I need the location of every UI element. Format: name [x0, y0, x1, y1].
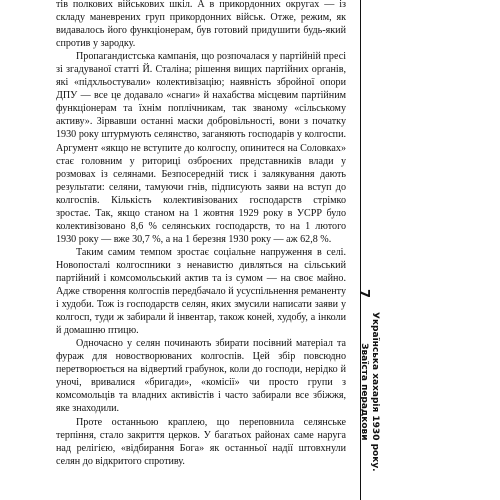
chapter-title-line-1: Українська хахарія 1930 року.	[370, 312, 380, 472]
chapter-title-line-2: Зваїста перадкови	[359, 343, 369, 441]
paragraph-4: Одночасно у селян починають збирати посівний матеріал та фураж для новостворюваних колгоспів. Цей збір повсюдно перетворюється на відвертий грабунок, коли до господи, нерідко й уночі, вривалися «бригади», «комісії» чи просто групи з комсомольців та владних активістів і часто забирали все збіжжя, яке знаходили.	[56, 338, 346, 415]
chapter-title-vertical	[358, 312, 380, 472]
paragraph-2: Пропагандистська кампанія, що розпочалася у партійній пресі зі згадуваної статті Й. Сталіна; рішення вищих партійних органів, які «підхльостували» колективізацію; наявність збройної опори ДПУ — все це додавало «снаги» й нахабства місцевим партійним функціонерам та їхнім поплічникам, так званому «сільському активу». Зірвавши останні маски добровільності, вони з початку 1930 року штурмують селянство, заганяють господарів у колгоспи. Аргумент «якщо не вступите до колгоспу, опинитеся на Соловках» стає головним у риториці озброєних представників влади у розмовах із селянами. Безпосередній тиск і залякування дають результати: селяни, тамуючи гнів, підписують заяви на вступ до колгоспів. Кількість колективізованих господарств стрімко зростає. Так, якщо станом на 1 жовтня 1929 року в УСРР було колективізовано 8,6 % селянських господарств, то на 1 лютого 1930 року — вже 30,7 %, а на 1 березня 1930 року — аж 62,8 %.	[56, 51, 346, 245]
paragraph-5: Проте останньою краплею, що переповнила селянське терпіння, стало закриття церков. У багатьох районах саме наруга над релігією, «відбирання Бога» як останньої надії штовхнули селян до відкритого спротиву.	[56, 416, 346, 467]
paragraph-1: тів полкових військових шкіл. А в прикордонних округах — із складу маневрених груп прикордонних військ. Отже, режим, як видавалось його функціонерам, був готовий придушити будь-який спротив у зародку.	[56, 0, 346, 50]
chapter-number: 7	[356, 289, 371, 299]
body-text-column	[56, 0, 346, 468]
paragraph-3: Таким самим темпом зростає соціальне напруження в селі. Новопосталі колгоспники з ненавистю дивляться на сільський партійний і комсомольський актив та із сумом — на своє майно. Адже створення колгоспів передбачало й усуспільнення реманенту і худоби. Тож із господарств селян, яких змусили написати заяви у колгосп, туди ж забирали й інвентар, також коней, худобу, а інколи й домашню птицю.	[56, 246, 346, 337]
